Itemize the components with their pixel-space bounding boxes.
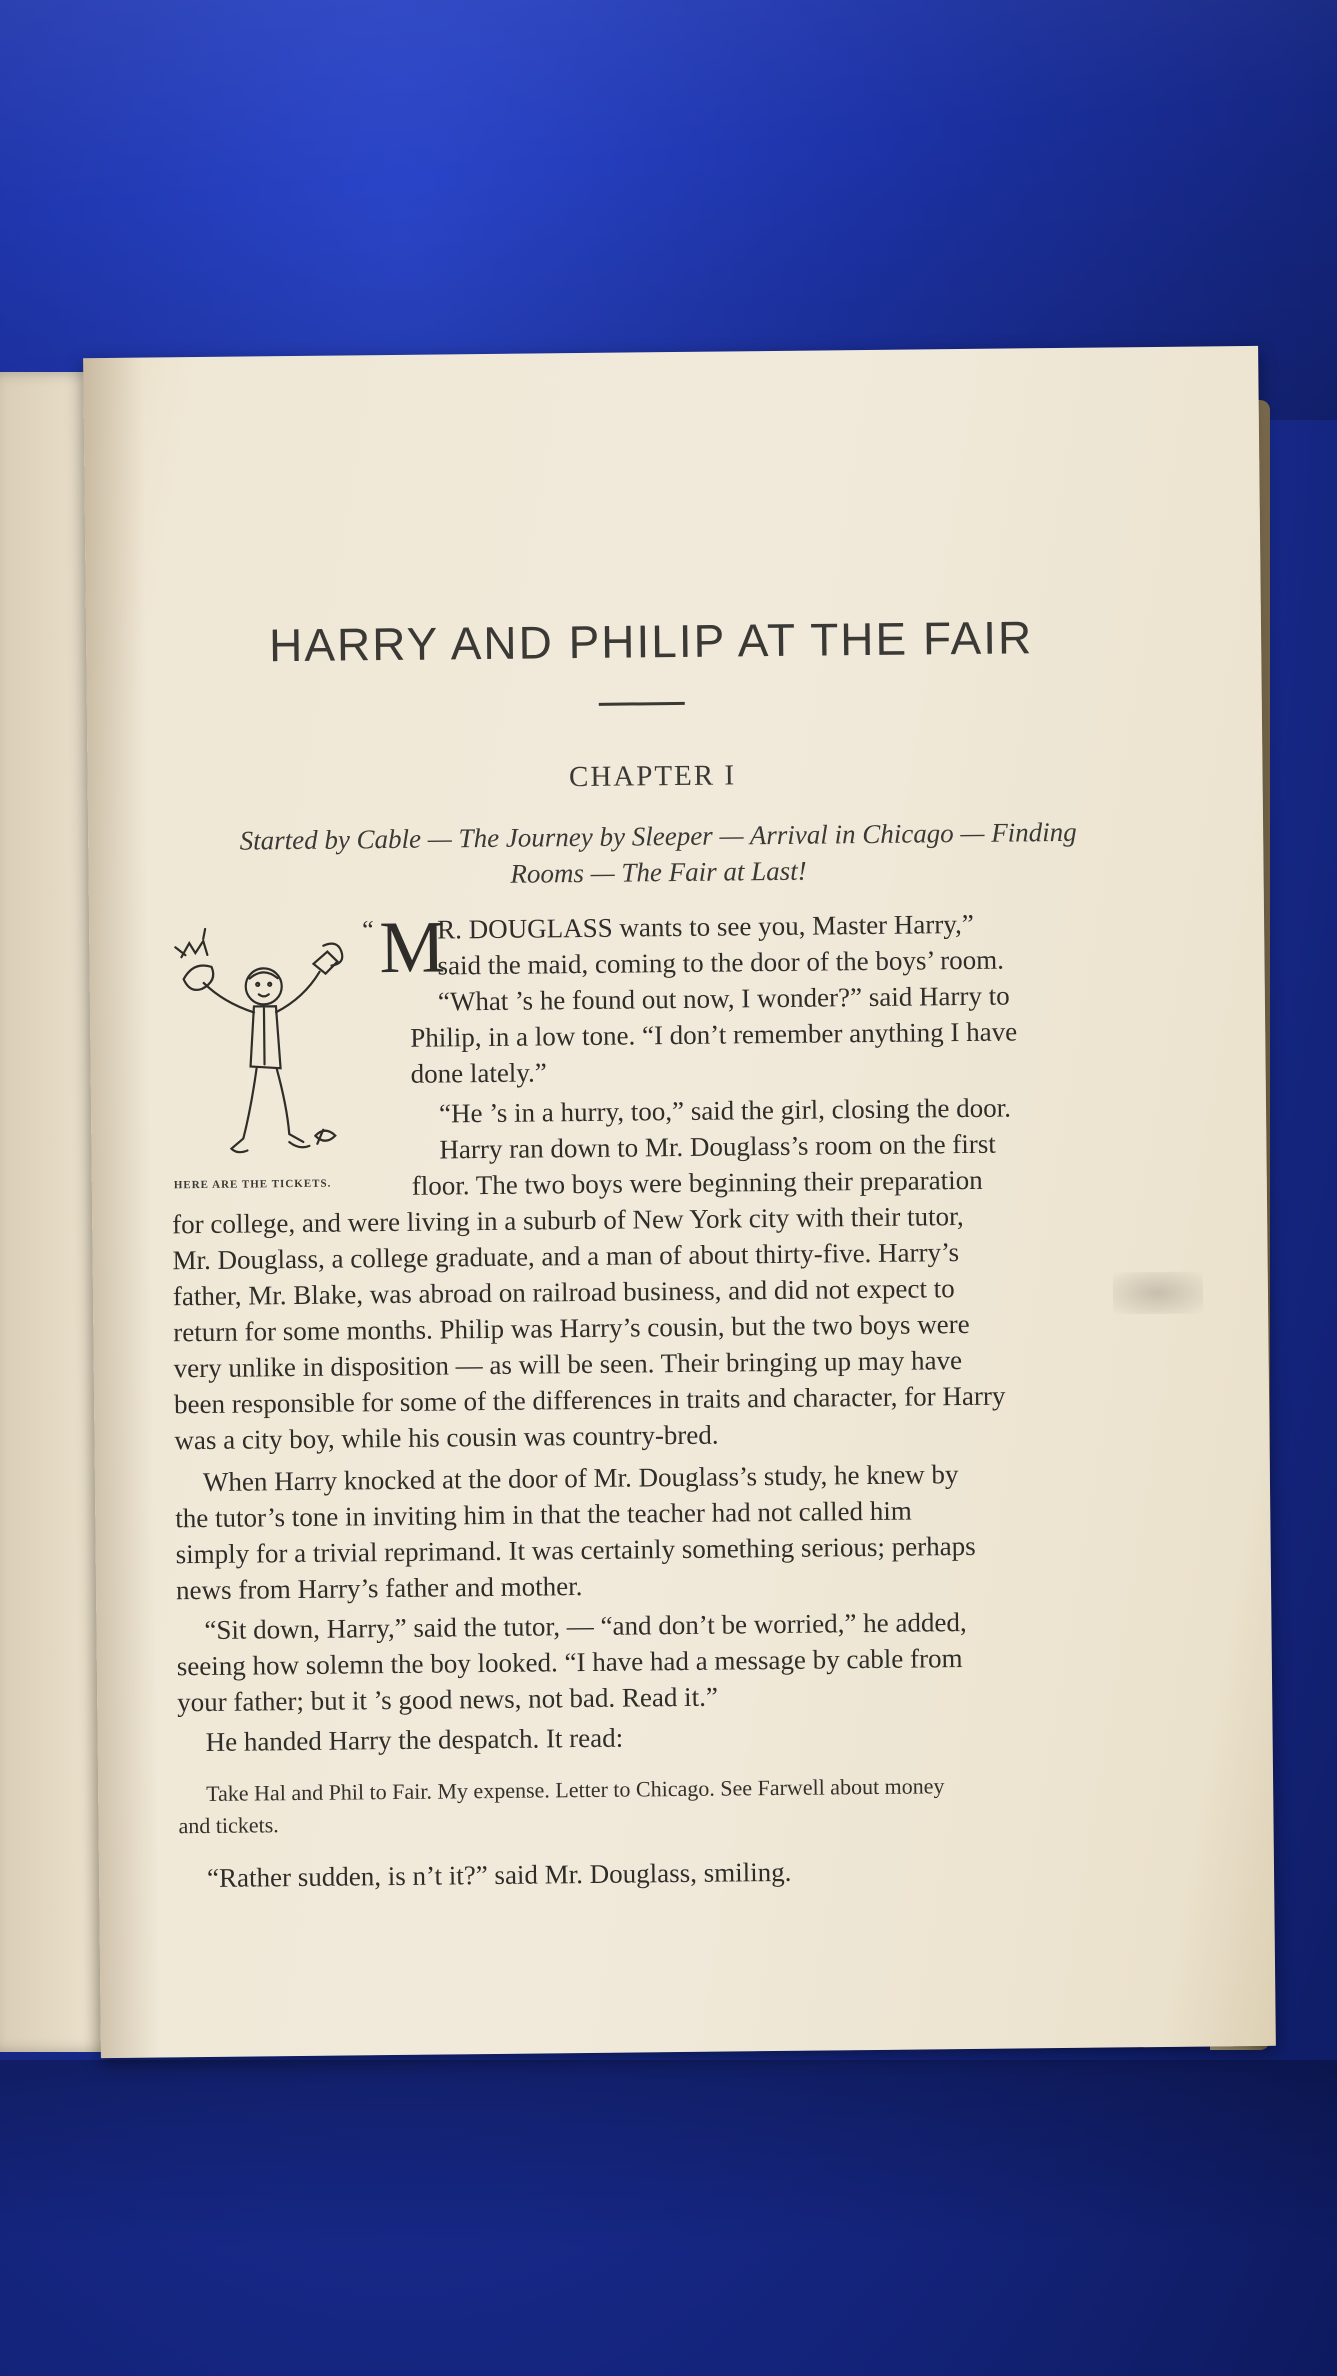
- body-line: seeing how solemn the boy looked. “I have had a message by cable from: [176, 1643, 963, 1682]
- body-line: Harry ran down to Mr. Douglass’s room on the first: [439, 1128, 997, 1165]
- chapter-summary-line-1: Started by Cable — The Journey by Sleeper — Arrival in Chicago — Finding: [239, 816, 1077, 856]
- illustration-caption: HERE ARE THE TICKETS.: [173, 1177, 332, 1192]
- body-line: He handed Harry the despatch. It read:: [205, 1722, 624, 1757]
- chapter-heading: CHAPTER I: [568, 759, 737, 794]
- body-line: “Sit down, Harry,” said the tutor, — “and don’t be worried,” he added,: [204, 1607, 967, 1645]
- body-line: “Rather sudden, is n’t it?” said Mr. Douglass, smiling.: [206, 1856, 792, 1893]
- body-line: your father; but it ’s good news, not bad. Read it.”: [177, 1681, 718, 1718]
- body-line: was a city boy, while his cousin was country-bred.: [174, 1419, 719, 1456]
- body-line: return for some months. Philip was Harry’s cousin, but the two boys were: [173, 1308, 970, 1348]
- body-line: Philip, in a low tone. “I don’t remember anything I have: [410, 1016, 1018, 1053]
- body-line: “What ’s he found out now, I wonder?” said Harry to: [437, 980, 1010, 1017]
- body-line: the tutor’s tone in inviting him in that the teacher had not called him: [175, 1495, 912, 1534]
- page-smudge: [1113, 1272, 1203, 1315]
- body-line: done lately.”: [410, 1057, 547, 1089]
- body-line: said the maid, coming to the door of the boys’ room.: [437, 944, 1005, 981]
- body-line: Mr. Douglass, a college graduate, and a man of about thirty-five. Harry’s: [172, 1237, 960, 1276]
- body-line: news from Harry’s father and mother.: [175, 1571, 583, 1606]
- chapter-summary-line-2: Rooms — The Fair at Last!: [510, 855, 807, 889]
- book-page: [83, 346, 1276, 2058]
- body-line: been responsible for some of the differences in traits and character, for Harry: [173, 1380, 1006, 1420]
- body-line: R. DOUGLASS wants to see you, Master Harry,”: [436, 908, 974, 945]
- body-line: very unlike in disposition — as will be seen. Their bringing up may have: [173, 1345, 963, 1384]
- opening-quote-mark: “: [361, 915, 374, 945]
- cable-message-line: and tickets.: [178, 1812, 279, 1839]
- cable-message-line: Take Hal and Phil to Fair. My expense. Letter to Chicago. See Farwell about money: [206, 1773, 945, 1806]
- drop-cap: M: [378, 906, 446, 990]
- body-line: “He ’s in a hurry, too,” said the girl, closing the door.: [438, 1092, 1012, 1129]
- body-line: simply for a trivial reprimand. It was certainly something serious; perhaps: [175, 1530, 976, 1570]
- body-line: floor. The two boys were beginning their preparation: [411, 1164, 983, 1201]
- blue-cloth-shadow: [0, 2060, 1337, 2376]
- book-title: HARRY AND PHILIP AT THE FAIR: [268, 611, 1034, 672]
- body-line: When Harry knocked at the door of Mr. Douglass’s study, he knew by: [202, 1459, 959, 1498]
- chapter-body: [83, 346, 1276, 2058]
- body-line: father, Mr. Blake, was abroad on railroad business, and did not expect to: [172, 1273, 955, 1312]
- body-line: for college, and were living in a suburb of New York city with their tutor,: [172, 1201, 964, 1240]
